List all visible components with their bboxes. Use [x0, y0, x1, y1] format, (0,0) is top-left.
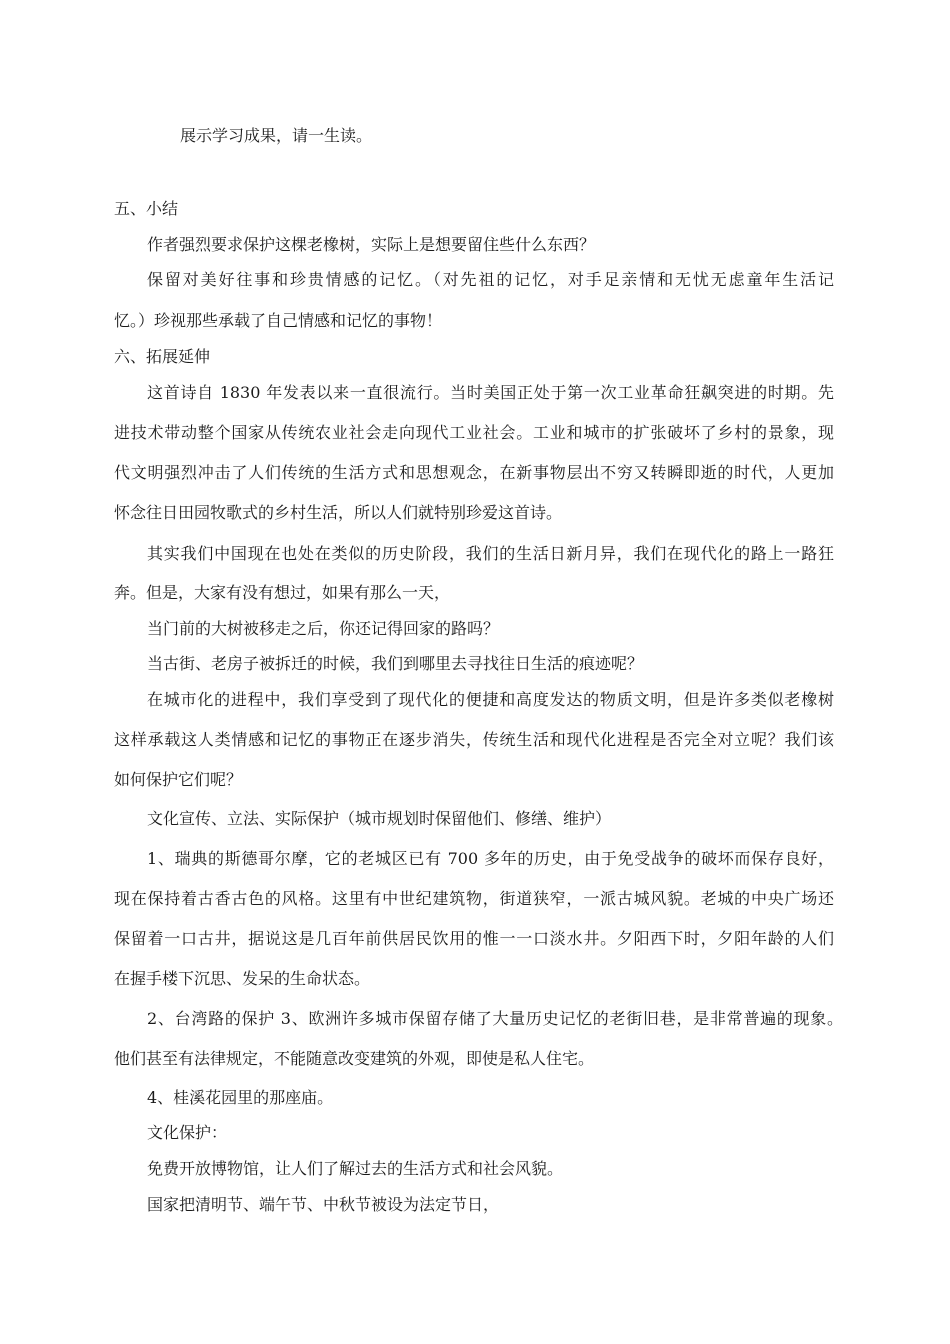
text-line: 国家把清明节、端午节、中秋节被设为法定节日，	[147, 1195, 500, 1214]
text-line: 在城市化的进程中，我们享受到了现代化的便捷和高度发达的物质文明，但是许多类似老橡树	[147, 690, 834, 709]
text-line: 展示学习成果，请一生读。	[180, 126, 373, 145]
text-line: 1、瑞典的斯德哥尔摩，它的老城区已有 700 多年的历史，由于免受战争的破坏而保存良好，	[147, 849, 834, 868]
text-line: 文化保护：	[147, 1123, 228, 1142]
text-line: 2、台湾路的保护 3、欧洲许多城市保留存储了大量历史记忆的老街旧巷，是非常普遍的现象。	[147, 1009, 843, 1028]
text-line: 其实我们中国现在也处在类似的历史阶段，我们的生活日新月异，我们在现代化的路上一路狂	[147, 544, 834, 563]
text-line: 他们甚至有法律规定，不能随意改变建筑的外观，即使是私人住宅。	[114, 1049, 595, 1068]
text-line: 这样承载这人类情感和记忆的事物正在逐步消失，传统生活和现代化进程是否完全对立呢？我们该	[114, 730, 834, 749]
text-line: 忆。）珍视那些承载了自己情感和记忆的事物！	[114, 311, 443, 330]
section-heading: 六、拓展延伸	[114, 347, 211, 366]
text-line: 奔。但是，大家有没有想过，如果有那么一天，	[114, 583, 451, 602]
text-line: 免费开放博物馆，让人们了解过去的生活方式和社会风貌。	[147, 1159, 564, 1178]
text-line: 4、桂溪花园里的那座庙。	[147, 1088, 334, 1107]
text-line: 作者强烈要求保护这棵老橡树，实际上是想要留住些什么东西？	[147, 235, 596, 254]
text-line: 保留对美好往事和珍贵情感的记忆。（对先祖的记忆，对手足亲情和无忧无虑童年生活记	[147, 270, 834, 289]
text-line: 如何保护它们呢？	[114, 770, 243, 789]
text-line: 文化宣传、立法、实际保护（城市规划时保留他们、修缮、维护）	[147, 809, 612, 828]
section-heading: 五、小结	[114, 199, 179, 218]
text-line: 当古街、老房子被拆迁的时候，我们到哪里去寻找往日生活的痕迹呢？	[147, 654, 644, 673]
text-line: 怀念往日田园牧歌式的乡村生活，所以人们就特别珍爱这首诗。	[114, 503, 563, 522]
text-line: 现在保持着古香古色的风格。这里有中世纪建筑物，街道狭窄，一派古城风貌。老城的中央广场还	[114, 889, 834, 908]
text-line: 代文明强烈冲击了人们传统的生活方式和思想观念，在新事物层出不穷又转瞬即逝的时代，人更加	[114, 463, 834, 482]
text-line: 当门前的大树被移走之后，你还记得回家的路吗？	[147, 619, 500, 638]
text-line: 进技术带动整个国家从传统农业社会走向现代工业社会。工业和城市的扩张破坏了乡村的景象，现	[114, 423, 834, 442]
text-line: 这首诗自 1830 年发表以来一直很流行。当时美国正处于第一次工业革命狂飙突进的时期。先	[147, 383, 834, 402]
text-line: 在握手楼下沉思、发呆的生命状态。	[114, 969, 371, 988]
text-line: 保留着一口古井，据说这是几百年前供居民饮用的惟一一口淡水井。夕阳西下时，夕阳年龄的人们	[114, 929, 834, 948]
